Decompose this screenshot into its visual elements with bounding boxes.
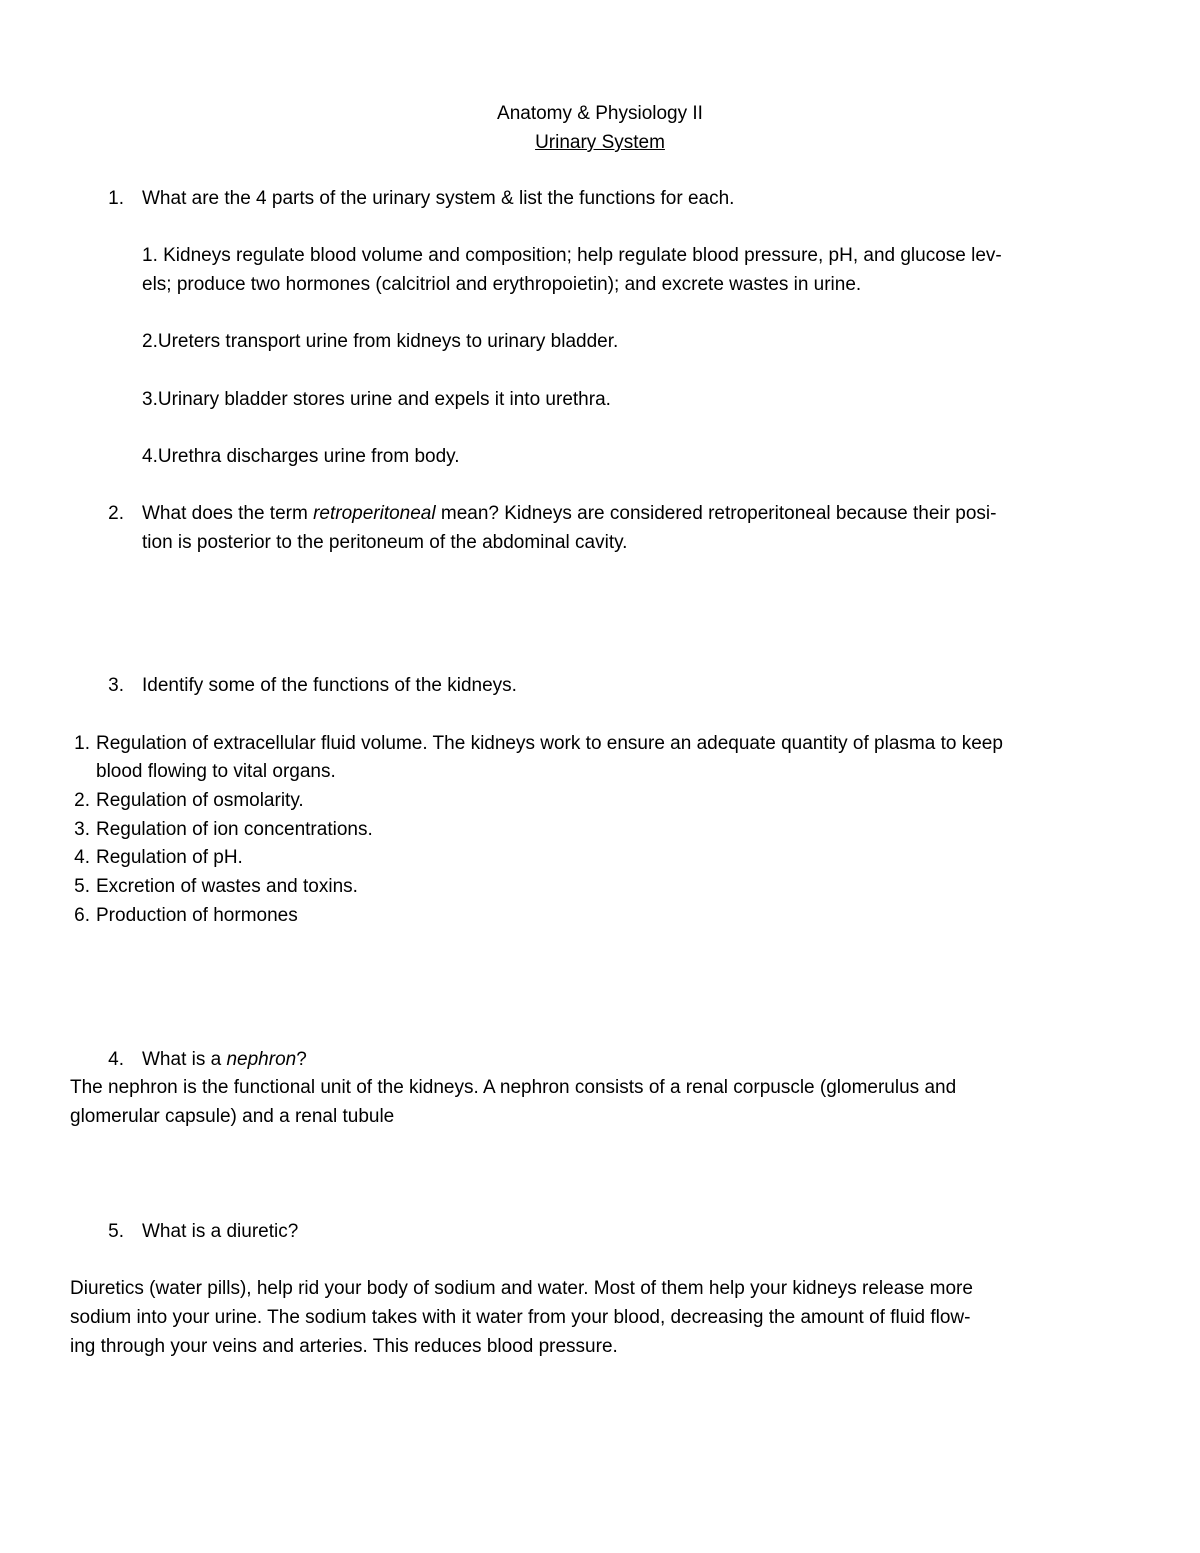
q1-answer-3: 3.Urinary bladder stores urine and expels it into urethra. xyxy=(142,389,611,410)
q3-answer-6-number: 6. xyxy=(74,905,90,926)
q5-answer-line-3: ing through your veins and arteries. This reduces blood pressure. xyxy=(70,1336,618,1357)
q3-answer-3: Regulation of ion concentrations. xyxy=(96,819,373,840)
question-3-text: Identify some of the functions of the kidneys. xyxy=(142,675,517,696)
q3-answer-2: Regulation of osmolarity. xyxy=(96,790,304,811)
q4-prefix: What is a xyxy=(142,1049,227,1070)
q3-answer-5: Excretion of wastes and toxins. xyxy=(96,876,358,897)
q3-answer-1-number: 1. xyxy=(74,733,90,754)
q3-answer-1-line-1: Regulation of extracellular fluid volume. The kidneys work to ensure an adequate quantity of plasma to keep xyxy=(96,733,1003,754)
question-4-number: 4. xyxy=(108,1049,124,1070)
q3-answer-1-line-2: blood flowing to vital organs. xyxy=(96,761,336,782)
question-4-text xyxy=(142,1045,307,1074)
q1-answer-1-line-1: 1. Kidneys regulate blood volume and composition; help regulate blood pressure, pH, and glucose lev- xyxy=(142,245,1002,266)
question-2-line-2: tion is posterior to the peritoneum of the abdominal cavity. xyxy=(142,532,628,553)
q3-answer-3-number: 3. xyxy=(74,819,90,840)
q3-answer-5-number: 5. xyxy=(74,876,90,897)
q4-answer-line-2: glomerular capsule) and a renal tubule xyxy=(70,1106,395,1127)
course-title: Anatomy & Physiology II xyxy=(497,103,703,124)
q3-answer-4: Regulation of pH. xyxy=(96,847,243,868)
q5-answer-line-2: sodium into your urine. The sodium takes with it water from your blood, decreasing the amount of fluid flow- xyxy=(70,1307,971,1328)
q4-suffix: ? xyxy=(296,1049,307,1070)
q2-prefix: What does the term xyxy=(142,503,314,524)
question-2-text xyxy=(142,499,996,528)
q1-answer-2: 2.Ureters transport urine from kidneys to urinary bladder. xyxy=(142,331,619,352)
question-1-number: 1. xyxy=(108,188,124,209)
question-5-text: What is a diuretic? xyxy=(142,1221,299,1242)
q1-answer-1-line-2: els; produce two hormones (calcitriol and erythropoietin); and excrete wastes in urine. xyxy=(142,274,862,295)
q1-answer-4: 4.Urethra discharges urine from body. xyxy=(142,446,460,467)
q4-answer-line-1: The nephron is the functional unit of the kidneys. A nephron consists of a renal corpuscle (glomerulus and xyxy=(70,1077,957,1098)
question-2-number: 2. xyxy=(108,503,124,524)
q3-answer-6: Production of hormones xyxy=(96,905,298,926)
q4-term: nephron xyxy=(226,1049,297,1070)
q3-answer-2-number: 2. xyxy=(74,790,90,811)
q2-suffix: mean? Kidneys are considered retroperitoneal because their posi- xyxy=(435,503,997,524)
q5-answer-line-1: Diuretics (water pills), help rid your body of sodium and water. Most of them help your kidneys release more xyxy=(70,1278,973,1299)
question-3-number: 3. xyxy=(108,675,124,696)
question-5-number: 5. xyxy=(108,1221,124,1242)
question-1-text: What are the 4 parts of the urinary system & list the functions for each. xyxy=(142,188,735,209)
unit-title: Urinary System xyxy=(535,132,665,153)
q2-term: retroperitoneal xyxy=(313,503,436,524)
q3-answer-4-number: 4. xyxy=(74,847,90,868)
